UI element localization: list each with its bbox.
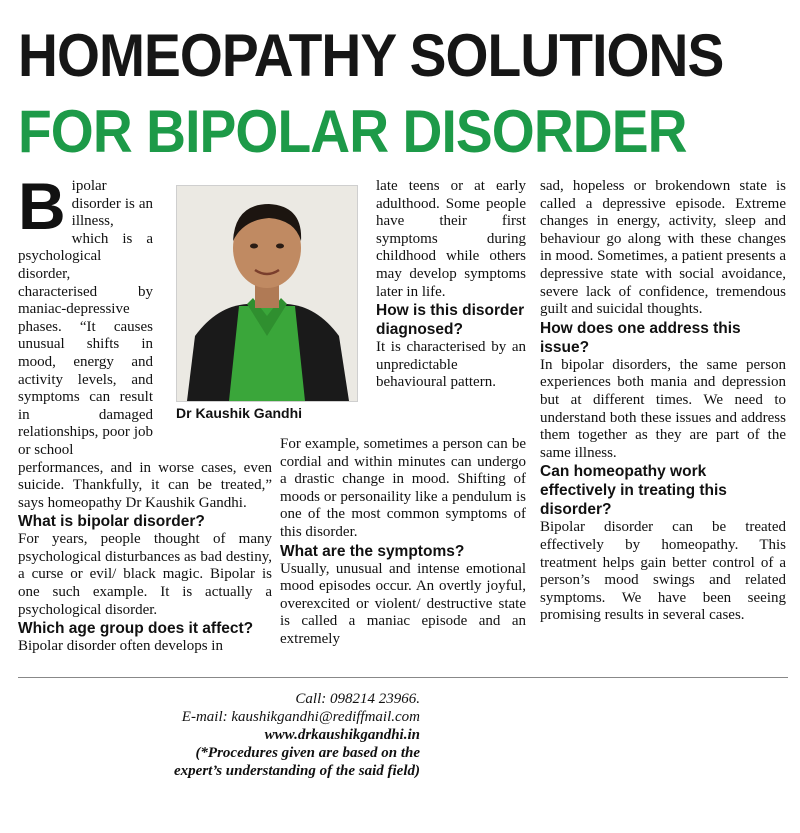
subhead-symptoms: What are the symptoms? xyxy=(280,542,465,560)
intro-paragraph-continued: performances, and in worse cases, even suicide. Thankfully, it can be treated,” says homeopathy Dr Kaushik Gandhi. xyxy=(18,459,272,511)
doctor-photo xyxy=(176,185,358,402)
paragraph-symptoms-continued: sad, hopeless or brokendown state is called a depressive episode. Extreme changes in energy, activity, sleep and behaviour go along with these changes in mood. Sometimes, a patient presents a depressive state with social avoidance, severe lack of confidence, tremendous guilt and suicidal thoughts. xyxy=(540,178,786,318)
paragraph-what-is-bipolar: For years, people thought of many psychological disturbances as bad destiny, a curse or evil/ black magic. Bipolar is one such example. It is actually a psychological disorder. xyxy=(18,531,272,618)
paragraph-diagnosis-continued: For example, sometimes a person can be cordial and within minutes can undergo a drastic change in mood. Shifting of moods or personaility like a pendulum is one of the most common symptoms of this disorder. xyxy=(280,436,526,540)
article-column-3 xyxy=(540,178,786,625)
contact-website: www.drkaushikgandhi.in xyxy=(264,727,420,743)
photo-caption: Dr Kaushik Gandhi xyxy=(176,405,303,421)
article-column-2-bottom xyxy=(280,436,526,649)
subhead-age-group: Which age group does it affect? xyxy=(18,620,254,638)
footer-divider xyxy=(18,677,788,678)
subhead-what-is-bipolar: What is bipolar disorder? xyxy=(18,513,205,531)
intro-paragraph: ipolar disorder is an illness, which is a psychological disorder, characterised by maniac-depressive phases. “It causes unusual shifts in mood, energy and activity levels, and symptoms can result in damaged relationships, poor job or school xyxy=(18,178,153,458)
headline-line-2: FOR BIPOLAR DISORDER xyxy=(18,98,687,165)
paragraph-age-group: Bipolar disorder often develops in xyxy=(18,638,223,655)
subhead-address-issue: How does one address this issue? xyxy=(540,319,741,356)
paragraph-age-group-continued: late teens or at early adulthood. Some people have their first symptoms during childhood while others may develop symptoms later in life. xyxy=(376,178,526,300)
subhead-homeopathy: Can homeopathy work effectively in treating this disorder? xyxy=(540,463,727,519)
disclaimer: (*Procedures given are based on the expert’s understanding of the said field) xyxy=(174,745,420,779)
paragraph-diagnosis: It is characterised by an unpredictable behavioural pattern. xyxy=(376,339,526,391)
article-column-2-top xyxy=(376,178,526,392)
intro-upper xyxy=(18,169,153,460)
contact-phone: Call: 098214 23966. xyxy=(295,691,420,707)
headline-line-1: HOMEOPATHY SOLUTIONS xyxy=(18,22,724,89)
doctor-portrait-illustration xyxy=(177,186,357,401)
contact-block xyxy=(150,690,420,780)
paragraph-homeopathy: Bipolar disorder can be treated effectively by homeopathy. This treatment helps gain better control of a person’s mood swings and related symptoms. We have been seeing promising results in several cases. xyxy=(540,519,786,624)
subhead-diagnosis: How is this disorder diagnosed? xyxy=(376,302,525,339)
contact-email: E-mail: kaushikgandhi@rediffmail.com xyxy=(181,709,420,725)
paragraph-address-issue: In bipolar disorders, the same person experiences both mania and depression but at different times. We need to understand both these issues and address them together as they are part of the same illness. xyxy=(540,356,786,461)
paragraph-symptoms: Usually, unusual and intense emotional mood episodes occur. An overtly joyful, overexcited or violent/ destructive state is called a maniac episode and an extremely xyxy=(280,560,526,647)
drop-cap: B xyxy=(18,169,66,243)
